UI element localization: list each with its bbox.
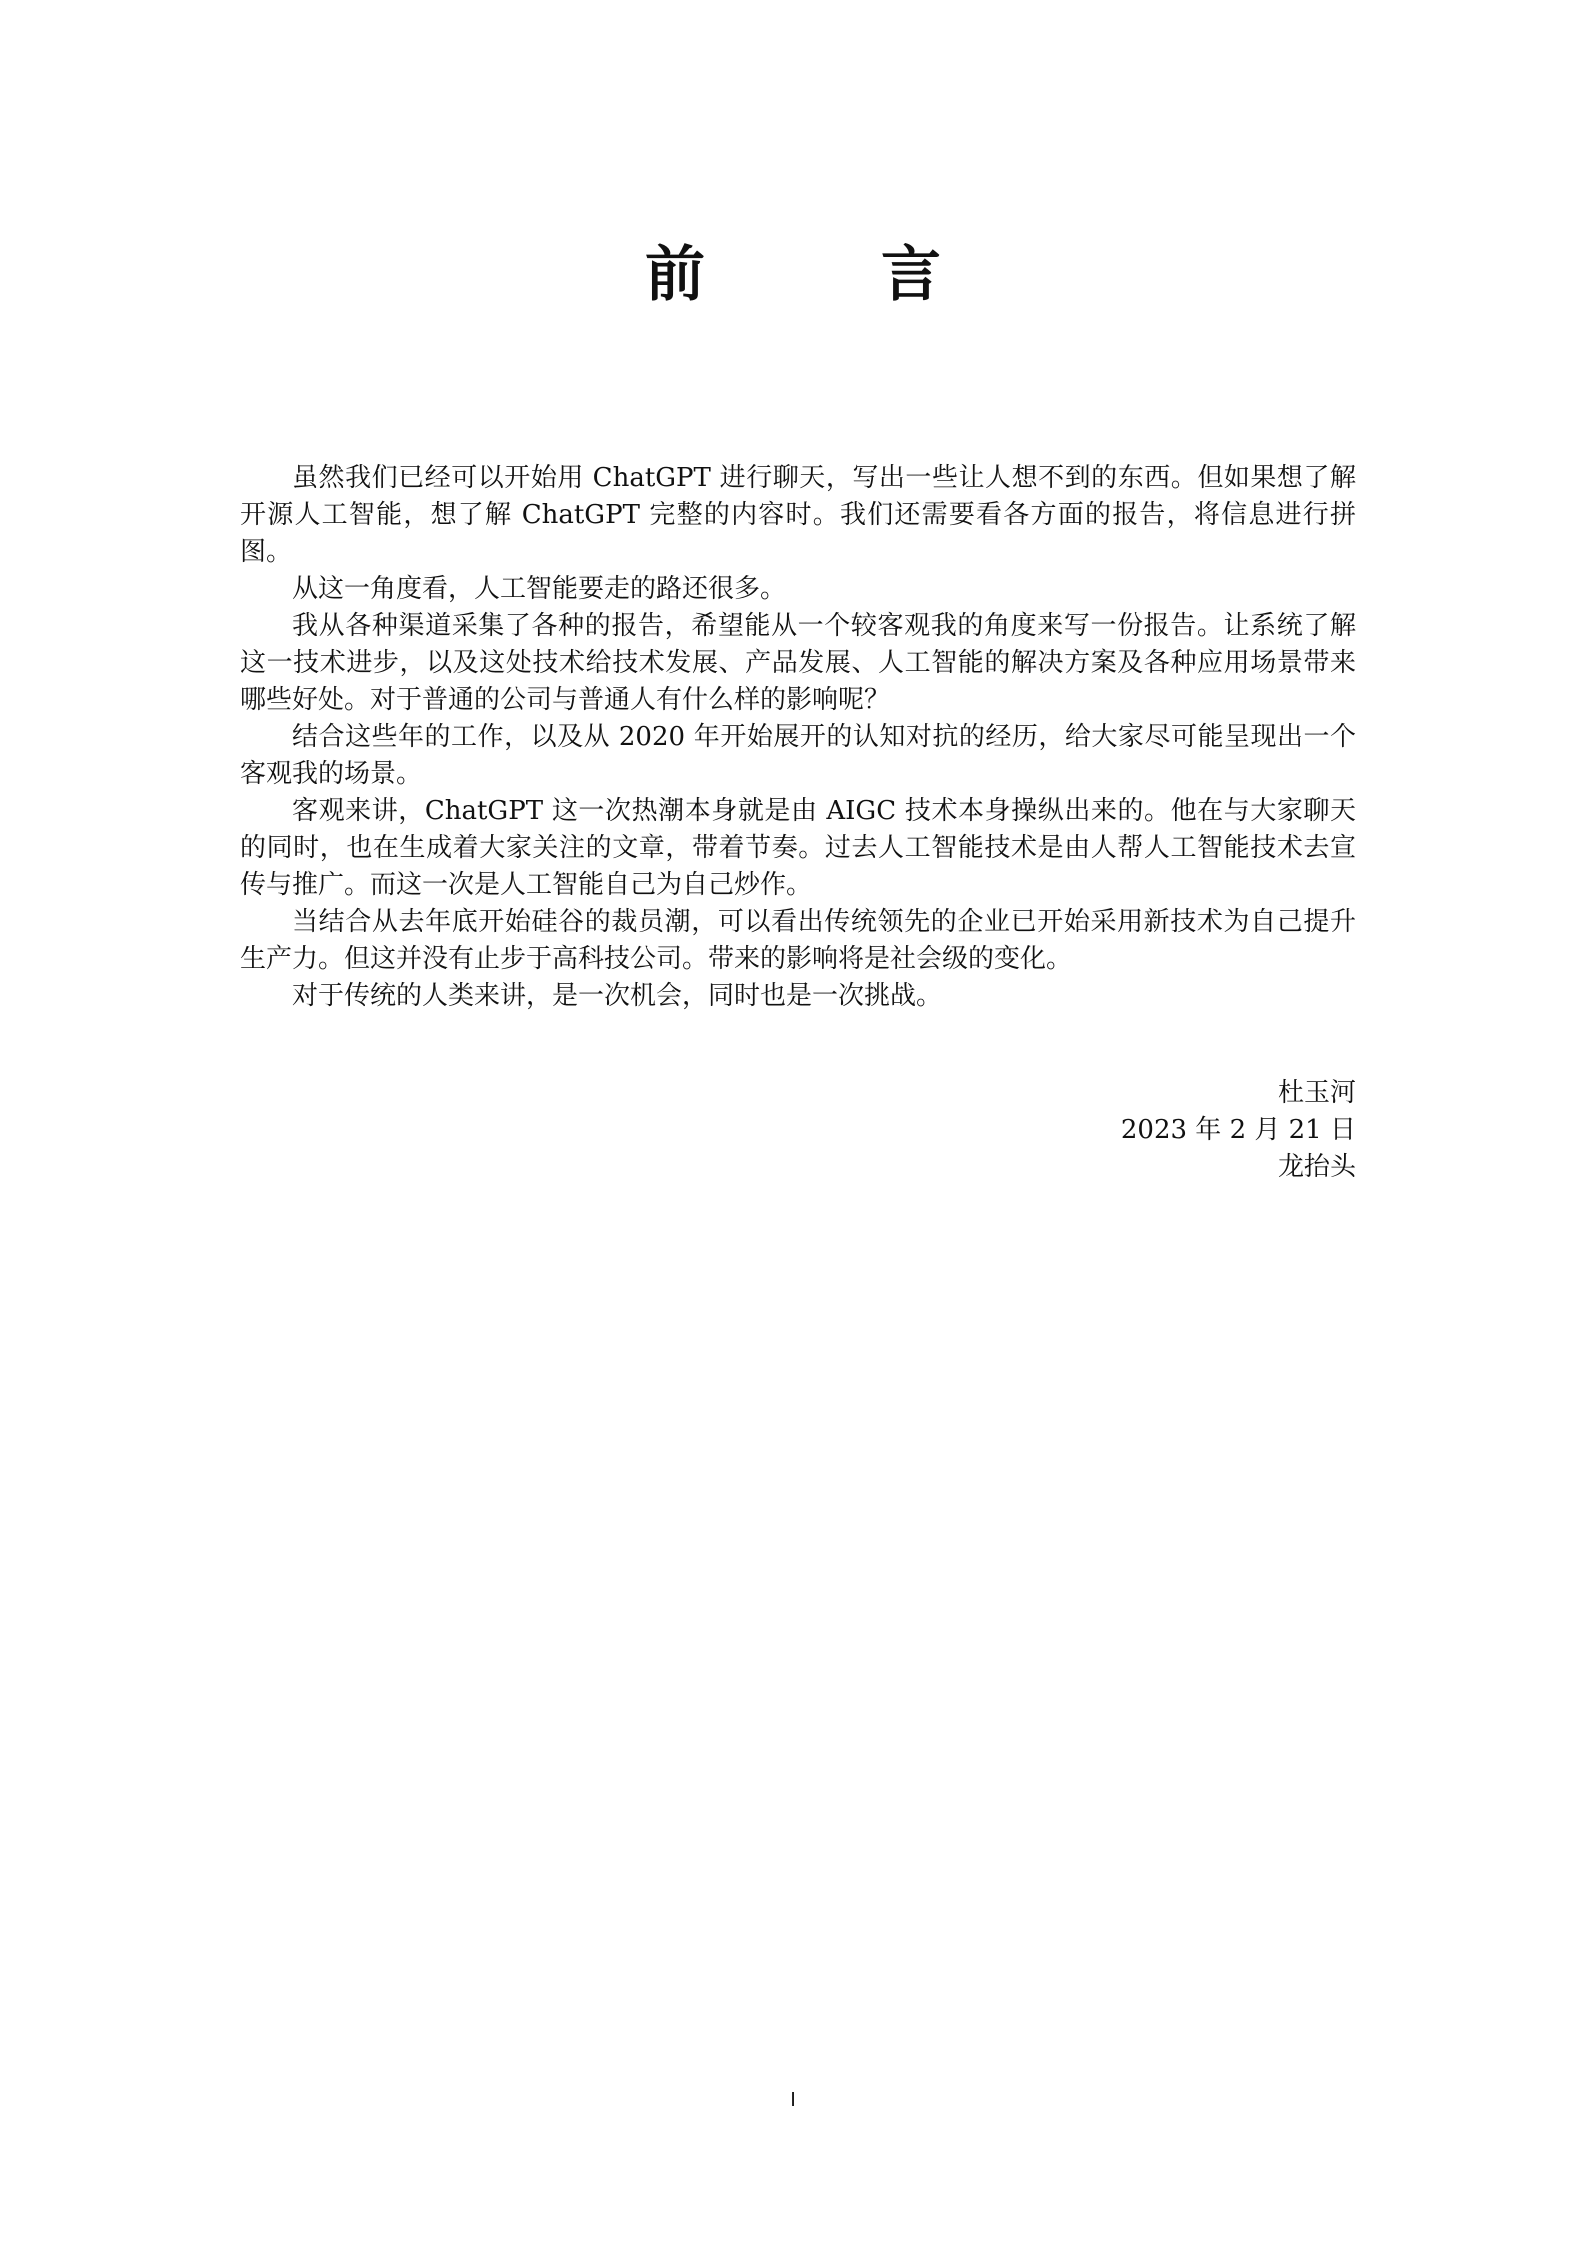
paragraph-2: 从这一角度看，人工智能要走的路还很多。 [292, 574, 787, 604]
paragraph-7: 对于传统的人类来讲，是一次机会，同时也是一次挑战。 [292, 981, 943, 1011]
signature-author: 杜玉河 [1277, 1078, 1356, 1108]
page-number: I [790, 2089, 796, 2111]
paragraph-4: 结合这些年的工作，以及从 2020 年开始展开的认知对抗的经历，给大家尽可能呈现出一个客观我的场景。 [240, 722, 1356, 789]
paragraph-6: 当结合从去年底开始硅谷的裁员潮，可以看出传统领先的企业已开始采用新技术为自己提升生产力。但这并没有止步于高科技公司。带来的影响将是社会级的变化。 [240, 907, 1356, 974]
paragraph-3: 我从各种渠道采集了各种的报告，希望能从一个较客观我的角度来写一份报告。让系统了解这一技术进步，以及这处技术给技术发展、产品发展、人工智能的解决方案及各种应用场景带来哪些好处。对于普通的公司与普通人有什么样的影响呢？ [240, 611, 1356, 715]
signature-date: 2023 年 2 月 21 日 [1120, 1115, 1356, 1145]
signature-note: 龙抬头 [1277, 1152, 1356, 1182]
signature-block [1121, 1075, 1356, 1186]
page-title: 前 言 [645, 240, 999, 310]
paragraph-5: 客观来讲，ChatGPT 这一次热潮本身就是由 AIGC 技术本身操纵出来的。他在与大家聊天的同时，也在生成着大家关注的文章，带着节奏。过去人工智能技术是由人帮人工智能技术去宣传与推广。而这一次是人工智能自己为自己炒作。 [240, 796, 1356, 900]
paragraph-1: 虽然我们已经可以开始用 ChatGPT 进行聊天，写出一些让人想不到的东西。但如果想了解开源人工智能，想了解 ChatGPT 完整的内容时。我们还需要看各方面的报告，将信息进行拼图。 [240, 463, 1356, 567]
preface-body [240, 460, 1356, 1015]
